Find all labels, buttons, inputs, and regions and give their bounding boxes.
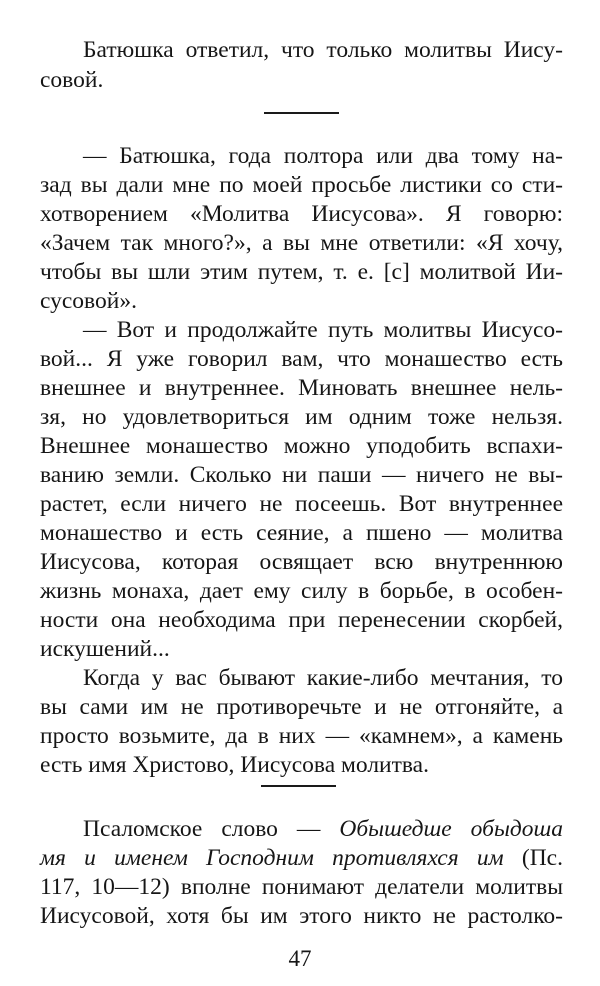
- paragraph-line: зад вы дали мне по моей просьбе листики со сти-: [40, 172, 563, 198]
- plain-text: Псаломское слово —: [83, 816, 340, 842]
- paragraph-line: есть имя Христово, Иисусова молитва.: [40, 752, 429, 778]
- paragraph-line: — Батюшка, года полтора или два тому на-: [83, 143, 563, 169]
- paragraph-line: монашество и есть сеяние, а пшено — молитва: [40, 520, 563, 546]
- paragraph-line: просто возьмите, да в них — «камнем», а камень: [40, 723, 563, 749]
- paragraph-line: — Вот и продолжайте путь молитвы Иисусо-: [83, 317, 563, 343]
- section-separator: [264, 112, 339, 114]
- paragraph-line: 117, 10—12) вполне понимают делатели молитвы: [40, 874, 563, 900]
- paragraph-line: растет, если ничего не посеешь. Вот внутреннее: [40, 491, 563, 517]
- paragraph-line: Когда у вас бывают какие-либо мечтания, то: [83, 665, 563, 691]
- paragraph-line: Батюшка ответил, что только молитвы Иису-: [83, 37, 563, 63]
- paragraph-line: вы сами им не противоречьте и не отгоняйте, а: [40, 694, 563, 720]
- paragraph-line: хотворением «Молитва Иисусова». Я говорю:: [40, 201, 563, 227]
- paragraph-line: ности она необходима при перенесении скорбей,: [40, 607, 563, 633]
- paragraph-line: [40, 844, 563, 873]
- paragraph-line: жизнь монаха, дает ему силу в борьбе, в особен-: [40, 578, 563, 604]
- plain-text: (Пс.: [503, 845, 563, 871]
- paragraph-line: «Зачем так много?», а вы мне ответили: «Я хочу,: [40, 230, 563, 256]
- paragraph-line: вой... Я уже говорил вам, что монашество есть: [40, 346, 563, 372]
- paragraph-line: Иисусова, которая освящает всю внутреннюю: [40, 549, 563, 575]
- paragraph-line: внешнее и внутреннее. Миновать внешнее нель-: [40, 375, 563, 401]
- psalm-quote: мя и именем Господним противляхся им: [40, 845, 504, 871]
- psalm-quote: Обышедше обыдоша: [339, 816, 563, 842]
- paragraph-line: [40, 815, 563, 844]
- paragraph-line: совой.: [40, 67, 104, 93]
- paragraph-line: Иисусовой, хотя бы им этого никто не растолко-: [40, 903, 563, 929]
- paragraph-line: ванию земли. Сколько ни паши — ничего не вы-: [40, 462, 563, 488]
- section-separator: [261, 785, 336, 787]
- paragraph-line: чтобы вы шли этим путем, т. е. [с] молитвой Ии-: [40, 259, 563, 285]
- paragraph-line: Внешнее монашество можно уподобить вспахи-: [40, 433, 563, 459]
- page-number: 47: [288, 946, 312, 971]
- paragraph-line: сусовой».: [40, 288, 137, 314]
- paragraph-line: искушений...: [40, 636, 170, 662]
- paragraph-line: зя, но удовлетвориться им одним тоже нельзя.: [40, 404, 563, 430]
